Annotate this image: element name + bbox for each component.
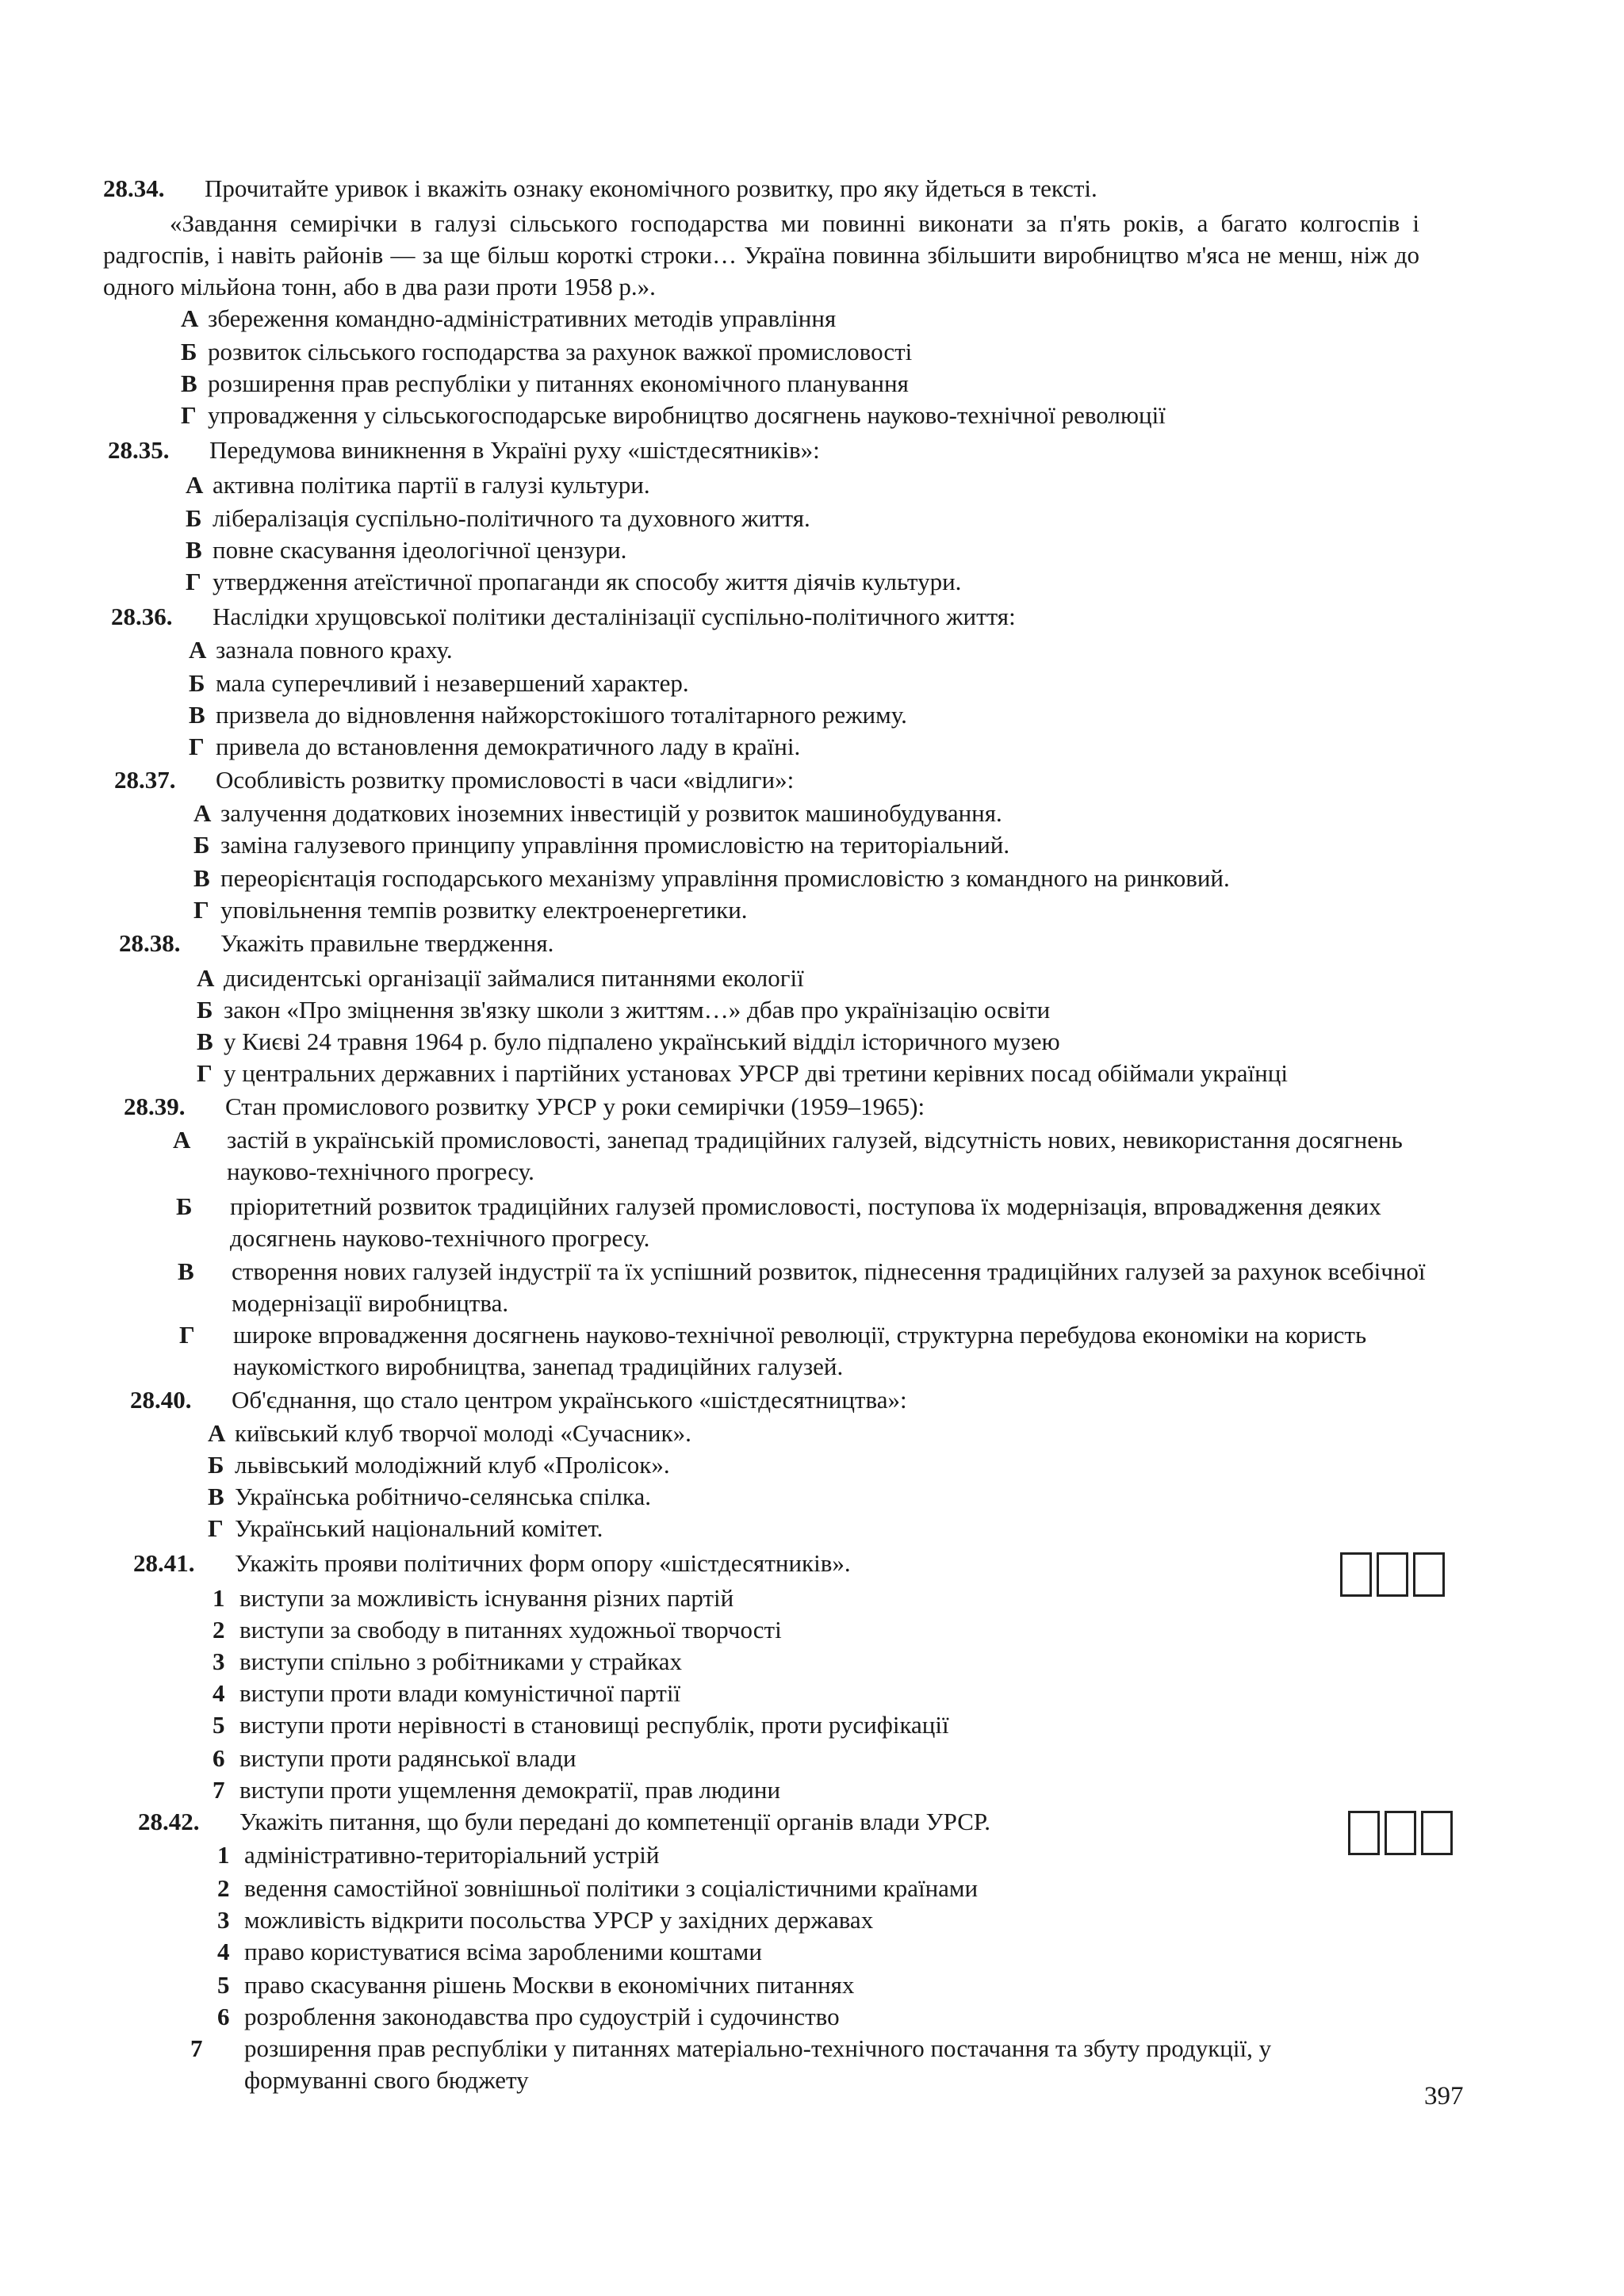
option-text: лібералізація суспільно-політичного та духовного життя. bbox=[213, 504, 810, 532]
option-letter: В bbox=[181, 369, 197, 397]
option-item bbox=[213, 1774, 780, 1806]
question-number: 28.34. bbox=[103, 174, 165, 202]
option-letter: Б bbox=[193, 831, 210, 859]
option-letter: Б bbox=[197, 996, 213, 1024]
option-item bbox=[208, 1481, 651, 1513]
option-number: 5 bbox=[213, 1711, 225, 1739]
option-item bbox=[190, 2033, 1299, 2096]
option-text: розширення прав республіки у питаннях матеріально-технічного постачання та збуту продукції, у формуванні свого бюджету bbox=[244, 2034, 1272, 2094]
option-letter: Г bbox=[189, 733, 205, 760]
option-text: київський клуб творчої молоді «Сучасник». bbox=[235, 1419, 691, 1447]
option-letter: В bbox=[208, 1483, 224, 1510]
option-item bbox=[217, 2001, 840, 2033]
option-text: закон «Про зміцнення зв'язку школи з життям…» дбав про українізацію освіти bbox=[224, 996, 1051, 1024]
answer-box[interactable] bbox=[1385, 1811, 1416, 1855]
option-number: 1 bbox=[217, 1841, 230, 1869]
option-item bbox=[176, 1191, 1451, 1254]
option-text: призвела до відновлення найжорстокішого тоталітарного режиму. bbox=[216, 701, 907, 729]
option-text: виступи за свободу в питаннях художньої творчості bbox=[239, 1616, 782, 1644]
question-heading bbox=[111, 601, 1016, 633]
option-letter: А bbox=[186, 471, 204, 499]
option-item bbox=[193, 863, 1230, 894]
option-letter: В bbox=[189, 701, 205, 729]
option-letter: Г bbox=[181, 401, 197, 429]
option-text: заміна галузевого принципу управління промисловістю на територіальний. bbox=[220, 831, 1010, 859]
option-item bbox=[186, 503, 810, 534]
option-item bbox=[193, 798, 1002, 829]
question-heading bbox=[103, 173, 1097, 205]
question-heading bbox=[119, 928, 553, 959]
option-item bbox=[213, 1678, 680, 1709]
option-item bbox=[181, 303, 836, 335]
option-letter: Б bbox=[208, 1451, 224, 1479]
question-text: Укажіть правильне твердження. bbox=[220, 929, 554, 957]
option-text: право користуватися всіма заробленими коштами bbox=[244, 1938, 762, 1965]
option-item bbox=[197, 962, 804, 994]
option-letter: В bbox=[186, 536, 202, 564]
option-item bbox=[173, 1124, 1448, 1188]
option-text: адміністративно-територіальний устрій bbox=[244, 1841, 660, 1869]
option-item bbox=[197, 994, 1050, 1026]
option-item bbox=[186, 534, 626, 566]
option-item bbox=[217, 1969, 854, 2001]
option-item bbox=[217, 1936, 762, 1968]
option-text: виступи проти нерівності в становищі республік, проти русифікації bbox=[239, 1711, 949, 1739]
answer-box[interactable] bbox=[1377, 1552, 1408, 1597]
quote-text: «Завдання семирічки в галузі сільського господарства ми повинні виконати за п'ять років, а багато колгоспів і радгоспів, і навіть районів — за ще більш короткі строки… Україна повинна збільшити виробництво м'яса не менш, ніж до одного мільйона тонн, або в два рази проти 1958 р.». bbox=[103, 209, 1419, 300]
option-text: можливість відкрити посольства УРСР у західних державах bbox=[244, 1906, 874, 1934]
question-text: Наслідки хрущовської політики десталінізації суспільно-політичного життя: bbox=[213, 603, 1016, 630]
question-text: Прочитайте уривок і вкажіть ознаку економічного розвитку, про яку йдеться в тексті. bbox=[205, 174, 1097, 202]
option-text: залучення додаткових іноземних інвестицій у розвиток машинобудування. bbox=[220, 799, 1002, 827]
option-number: 7 bbox=[213, 1776, 225, 1804]
answer-box[interactable] bbox=[1413, 1552, 1445, 1597]
option-text: у центральних державних і партійних установах УРСР дві третини керівних посад обіймали українці bbox=[224, 1059, 1288, 1087]
option-item bbox=[179, 1319, 1454, 1383]
option-text: розвиток сільського господарства за рахунок важкої промисловості bbox=[208, 338, 913, 365]
option-letter: Г bbox=[186, 568, 201, 595]
option-text: виступи за можливість існування різних партій bbox=[239, 1584, 734, 1612]
option-number: 7 bbox=[190, 2034, 203, 2062]
option-text: розширення прав республіки у питаннях економічного планування bbox=[208, 369, 909, 397]
option-text: дисидентські організації займалися питаннями екології bbox=[224, 964, 804, 992]
question-heading bbox=[108, 434, 820, 466]
option-letter: Г bbox=[193, 896, 209, 924]
option-item bbox=[217, 1904, 873, 1936]
option-item bbox=[189, 634, 453, 666]
option-number: 3 bbox=[213, 1647, 225, 1675]
option-letter: Б bbox=[189, 669, 205, 697]
option-number: 1 bbox=[213, 1584, 225, 1612]
option-letter: В bbox=[197, 1027, 213, 1055]
option-text: виступи проти ущемлення демократії, прав людини bbox=[239, 1776, 781, 1804]
option-number: 6 bbox=[213, 1744, 225, 1772]
page-number: 397 bbox=[1424, 2082, 1464, 2110]
question-number: 28.39. bbox=[124, 1093, 186, 1120]
option-text: виступи проти радянської влади bbox=[239, 1744, 576, 1772]
option-text: утвердження атеїстичної пропаганди як способу життя діячів культури. bbox=[213, 568, 962, 595]
option-text: у Києві 24 травня 1964 р. було підпалено український відділ історичного музею bbox=[224, 1027, 1060, 1055]
option-text: збереження командно-адміністративних методів управління bbox=[208, 304, 837, 332]
question-heading bbox=[124, 1091, 925, 1123]
option-letter: А bbox=[208, 1419, 226, 1447]
question-heading bbox=[130, 1384, 907, 1416]
option-text: мала суперечливий і незавершений характер. bbox=[216, 669, 689, 697]
option-letter: А bbox=[197, 964, 215, 992]
option-text: створення нових галузей індустрії та їх успішний розвиток, піднесення традиційних галузей за рахунок всебічної модернізації виробництва. bbox=[232, 1257, 1426, 1317]
option-text: широке впровадження досягнень науково-технічної революції, структурна перебудова економіки на користь наукомісткого виробництва, занепад традиційних галузей. bbox=[233, 1321, 1367, 1380]
option-letter: В bbox=[178, 1257, 194, 1285]
option-letter: А bbox=[193, 799, 212, 827]
question-text: Укажіть питання, що були передані до компетенції органів влади УРСР. bbox=[239, 1808, 991, 1835]
option-item bbox=[208, 1513, 603, 1544]
option-item bbox=[189, 668, 689, 699]
option-item bbox=[193, 829, 1009, 861]
option-item bbox=[213, 1743, 576, 1774]
option-letter: В bbox=[193, 864, 210, 892]
option-item bbox=[217, 1873, 978, 1904]
option-item bbox=[189, 731, 800, 763]
option-text: переорієнтація господарського механізму управління промисловістю з командного на ринковий. bbox=[220, 864, 1230, 892]
question-number: 28.42. bbox=[138, 1808, 200, 1835]
option-letter: Б bbox=[181, 338, 197, 365]
option-item bbox=[208, 1418, 691, 1449]
option-text: пріоритетний розвиток традиційних галузей промисловості, поступова їх модернізація, впровадження деяких досягнень науково-технічного прогресу. bbox=[230, 1192, 1381, 1252]
question-text: Укажіть прояви політичних форм опору «шістдесятників». bbox=[235, 1549, 851, 1577]
option-text: повне скасування ідеологічної цензури. bbox=[213, 536, 627, 564]
option-letter: Б bbox=[186, 504, 202, 532]
option-item bbox=[181, 368, 909, 400]
option-item bbox=[217, 1839, 660, 1871]
option-item bbox=[178, 1256, 1453, 1319]
option-letter: А bbox=[189, 636, 207, 664]
question-text: Передумова виникнення в Україні руху «шістдесятників»: bbox=[209, 436, 820, 464]
option-letter: Б bbox=[176, 1192, 193, 1220]
question-heading bbox=[138, 1806, 990, 1838]
option-text: привела до встановлення демократичного ладу в країні. bbox=[216, 733, 801, 760]
option-number: 4 bbox=[217, 1938, 230, 1965]
answer-box[interactable] bbox=[1340, 1552, 1372, 1597]
answer-box[interactable] bbox=[1421, 1811, 1453, 1855]
option-letter: А bbox=[181, 304, 199, 332]
question-number: 28.41. bbox=[133, 1549, 195, 1577]
option-text: виступи проти влади комуністичної партії bbox=[239, 1679, 681, 1707]
question-text: Об'єднання, що стало центром українського «шістдесятництва»: bbox=[232, 1386, 907, 1414]
question-number: 28.35. bbox=[108, 436, 170, 464]
option-number: 4 bbox=[213, 1679, 225, 1707]
option-text: Українська робітничо-селянська спілка. bbox=[235, 1483, 652, 1510]
option-letter: Г bbox=[208, 1514, 224, 1542]
option-item bbox=[181, 336, 912, 368]
option-letter: Г bbox=[179, 1321, 195, 1349]
option-item bbox=[197, 1058, 1288, 1089]
answer-box[interactable] bbox=[1348, 1811, 1380, 1855]
option-item bbox=[189, 699, 907, 731]
option-text: право скасування рішень Москви в економічних питаннях bbox=[244, 1971, 855, 1999]
option-text: уповільнення темпів розвитку електроенергетики. bbox=[220, 896, 748, 924]
question-number: 28.38. bbox=[119, 929, 181, 957]
option-text: виступи спільно з робітниками у страйках bbox=[239, 1647, 683, 1675]
option-letter: Г bbox=[197, 1059, 213, 1087]
question-heading bbox=[133, 1548, 851, 1579]
option-item bbox=[213, 1582, 733, 1614]
question-text: Особливість розвитку промисловості в часи «відлиги»: bbox=[216, 766, 795, 794]
option-text: зазнала повного краху. bbox=[216, 636, 453, 664]
option-number: 2 bbox=[217, 1874, 230, 1902]
option-item bbox=[186, 469, 650, 501]
option-letter: А bbox=[173, 1126, 191, 1154]
option-number: 2 bbox=[213, 1616, 225, 1644]
option-item bbox=[213, 1614, 782, 1646]
option-text: активна політика партії в галузі культури. bbox=[213, 471, 650, 499]
option-text: львівський молодіжний клуб «Пролісок». bbox=[235, 1451, 670, 1479]
question-heading bbox=[114, 764, 794, 796]
option-text: упровадження у сільськогосподарське виробництво досягнень науково-технічної революції bbox=[208, 401, 1166, 429]
option-item bbox=[213, 1709, 949, 1741]
option-item bbox=[208, 1449, 670, 1481]
option-text: ведення самостійної зовнішньої політики з соціалістичними країнами bbox=[244, 1874, 979, 1902]
option-item bbox=[197, 1026, 1060, 1058]
option-number: 5 bbox=[217, 1971, 230, 1999]
option-text: Український національний комітет. bbox=[235, 1514, 603, 1542]
option-text: розроблення законодавства про судоустрій і судочинство bbox=[244, 2003, 840, 2030]
question-number: 28.37. bbox=[114, 766, 176, 794]
option-item bbox=[186, 566, 961, 598]
question-text: Стан промислового розвитку УРСР у роки семирічки (1959–1965): bbox=[225, 1093, 925, 1120]
question-number: 28.36. bbox=[111, 603, 173, 630]
option-item bbox=[193, 894, 748, 926]
answer-boxes bbox=[1348, 1811, 1457, 1855]
option-item bbox=[181, 400, 1166, 431]
option-item bbox=[213, 1646, 682, 1678]
option-number: 3 bbox=[217, 1906, 230, 1934]
question-number: 28.40. bbox=[130, 1386, 192, 1414]
option-text: застій в українській промисловості, занепад традиційних галузей, відсутність нових, невикористання досягнень науково-технічного прогресу. bbox=[227, 1126, 1403, 1185]
answer-boxes bbox=[1340, 1552, 1450, 1597]
option-number: 6 bbox=[217, 2003, 230, 2030]
